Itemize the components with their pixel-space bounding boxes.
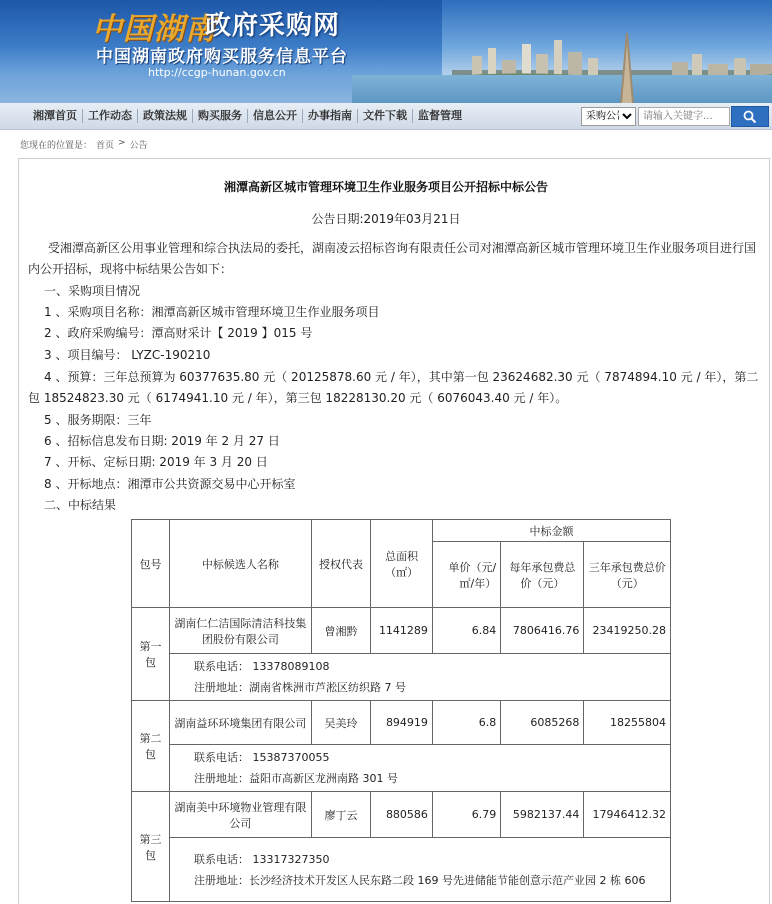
list-item-release-date: 6 、招标信息发布日期: 2019 年 2 月 27 日 — [44, 434, 280, 448]
site-subtitle: 中国湖南政府购买服务信息平台 — [96, 47, 348, 67]
table-row-details — [132, 838, 671, 902]
breadcrumb-home-link[interactable]: 首页 — [96, 141, 115, 151]
contact-details-cell — [170, 838, 671, 902]
candidate-cell: 湖南美中环境物业管理有限公司 — [170, 792, 312, 838]
nav-item-guide[interactable]: 办事指南 — [303, 109, 358, 123]
table-row — [132, 792, 671, 838]
header-candidate: 中标候选人名称 — [170, 520, 312, 608]
package-cell: 第二包 — [132, 701, 170, 792]
rep-cell: 曾湘黔 — [311, 608, 371, 654]
bridge-image — [602, 33, 652, 103]
package-cell: 第三包 — [132, 792, 170, 902]
main-nav — [0, 103, 772, 130]
search-button[interactable] — [731, 106, 769, 127]
contact-address: 注册地址：湖南省株洲市芦淞区纺织路 7 号 — [194, 681, 407, 694]
contact-address: 注册地址：长沙经济技术开发区人民东路二段 169 号先进储能节能创意示范产业园 2 栋 606 — [194, 873, 646, 887]
unit-price-cell: 6.84 — [432, 608, 500, 654]
header-unit-price: 单价（元/㎡/年） — [432, 542, 500, 608]
banner-river — [352, 75, 772, 103]
search-icon — [743, 110, 757, 124]
area-cell: 1141289 — [371, 608, 433, 654]
unit-price-cell: 6.8 — [432, 701, 500, 745]
search-input[interactable] — [638, 107, 730, 126]
list-item-opening-place: 8 、开标地点：湘潭市公共资源交易中心开标室 — [44, 477, 296, 491]
list-item-budget-line1: 4 、预算：三年总预算为 60377635.80 元（ 20125878.60 元 / 年），其中第一包 23624682.30 元（ 7874894.10 元 / 年），第二 — [44, 370, 759, 384]
breadcrumb — [20, 138, 148, 151]
contact-phone: 联系电话： 13378089108 — [194, 660, 330, 673]
table-row-details — [132, 654, 671, 701]
site-logo-title: 政府采购网 — [205, 11, 341, 41]
nav-item-purchase[interactable]: 购买服务 — [193, 109, 248, 123]
contact-details-cell — [170, 745, 671, 792]
breadcrumb-separator: > — [118, 138, 126, 148]
table-header-row — [132, 520, 671, 542]
table-row — [132, 608, 671, 654]
list-item-opening-date: 7 、开标、定标日期: 2019 年 3 月 20 日 — [44, 455, 268, 469]
package-cell: 第一包 — [132, 608, 170, 701]
candidate-cell: 湖南益环环境集团有限公司 — [170, 701, 312, 745]
header-rep: 授权代表 — [311, 520, 371, 608]
section-heading-1: 一、采购项目情况 — [44, 284, 141, 298]
header-package: 包号 — [132, 520, 170, 608]
header-banner — [0, 0, 772, 103]
list-item-service-term: 5 、服务期限：三年 — [44, 413, 152, 427]
three-year-total-cell: 23419250.28 — [584, 608, 671, 654]
header-area: 总面积（㎡） — [371, 520, 433, 608]
header-three-year-total: 三年承包费总价（元） — [584, 542, 671, 608]
list-item-procurement-no: 2 、政府采购编号：潭高财采计【 2019 】015 号 — [44, 326, 313, 340]
contact-address: 注册地址：益阳市高新区龙洲南路 301 号 — [194, 772, 399, 785]
table-row-details — [132, 745, 671, 792]
nav-item-news[interactable]: 工作动态 — [83, 109, 138, 123]
three-year-total-cell: 17946412.32 — [584, 792, 671, 838]
nav-item-supervision[interactable]: 监督管理 — [418, 109, 462, 122]
annual-total-cell: 5982137.44 — [501, 792, 584, 838]
nav-item-home[interactable]: 湘潭首页 — [28, 109, 83, 123]
list-item-budget-line2: 包 18524823.30 元（ 6174941.10 元 / 年），第三包 18228130.20 元（ 6076043.40 元 / 年）。 — [28, 391, 568, 405]
header-amount-group: 中标金额 — [432, 520, 670, 542]
section-heading-2: 二、中标结果 — [44, 498, 117, 512]
logo-calligraphy: 中国湖南 — [92, 12, 216, 47]
nav-item-downloads[interactable]: 文件下载 — [358, 109, 413, 123]
table-row — [132, 701, 671, 745]
three-year-total-cell: 18255804 — [584, 701, 671, 745]
page-title: 湘潭高新区城市管理环境卫生作业服务项目公开招标中标公告 — [223, 180, 548, 194]
annual-total-cell: 7806416.76 — [501, 608, 584, 654]
rep-cell: 廖丁云 — [311, 792, 371, 838]
site-url: http://ccgp-hunan.gov.cn — [148, 66, 286, 79]
award-result-table — [131, 519, 671, 902]
rep-cell: 吴美玲 — [311, 701, 371, 745]
area-cell: 894919 — [371, 701, 433, 745]
annual-total-cell: 6085268 — [501, 701, 584, 745]
breadcrumb-prefix: 您现在的位置是： — [20, 141, 93, 151]
contact-phone: 联系电话： 13317327350 — [194, 852, 330, 866]
area-cell: 880586 — [371, 792, 433, 838]
list-item-project-name: 1 、采购项目名称：湘潭高新区城市管理环境卫生作业服务项目 — [44, 305, 380, 319]
intro-paragraph-line2: 内公开招标，现将中标结果公告如下： — [28, 262, 233, 276]
intro-paragraph-line1: 受湘潭高新区公用事业管理和综合执法局的委托，湖南凌云招标咨询有限责任公司对湘潭高新区城市管理环境卫生作业服务项目进行国 — [48, 241, 757, 255]
search-category-select[interactable] — [581, 107, 636, 126]
contact-details-cell — [170, 654, 671, 701]
candidate-cell: 湖南仁仁洁国际清洁科技集团股份有限公司 — [170, 608, 312, 654]
nav-item-disclosure[interactable]: 信息公开 — [248, 109, 303, 123]
header-annual-total: 每年承包费总价（元） — [501, 542, 584, 608]
contact-phone: 联系电话： 15387370055 — [194, 751, 330, 764]
breadcrumb-current: 公告 — [129, 141, 148, 151]
list-item-project-no: 3 、项目编号： LYZC-190210 — [44, 348, 211, 362]
publish-date: 公告日期:2019年03月21日 — [311, 212, 461, 226]
unit-price-cell: 6.79 — [432, 792, 500, 838]
nav-item-policy[interactable]: 政策法规 — [138, 109, 193, 123]
